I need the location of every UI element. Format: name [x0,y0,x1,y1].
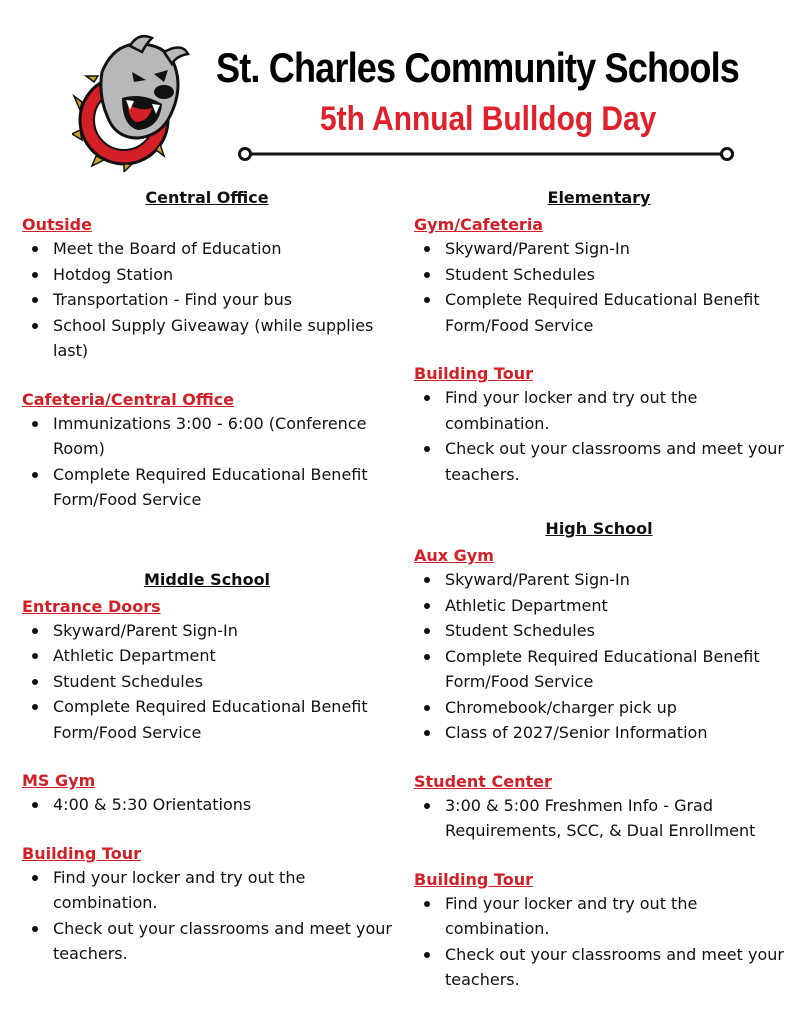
bulldog-mascot-icon [72,32,190,172]
list-item: 4:00 & 5:30 Orientations [53,792,392,818]
list-item: Skyward/Parent Sign-In [445,236,784,262]
central-office-heading: Central Office [145,188,269,207]
list-item: Find your locker and try out the combination. [445,891,784,942]
list-item: Immunizations 3:00 - 6:00 (Conference Room) [53,411,392,462]
list-item: Meet the Board of Education [53,236,392,262]
ms-gym-heading: MS Gym [22,771,96,790]
hs-building-tour-list [414,891,784,993]
gym-cafeteria-list [414,236,784,338]
student-center-list [414,793,784,844]
elem-building-tour-heading: Building Tour [414,364,533,383]
right-column [414,188,784,993]
list-item: Hotdog Station [53,262,392,288]
aux-gym-list [414,567,784,746]
ms-gym-list [22,792,392,818]
list-item: Athletic Department [53,643,392,669]
list-item: Find your locker and try out the combination. [445,385,784,436]
list-item: Athletic Department [445,593,784,619]
list-item: Check out your classrooms and meet your teachers. [53,916,392,967]
list-item: Complete Required Educational Benefit Form/Food Service [53,462,392,513]
student-center-heading: Student Center [414,771,552,791]
left-column [22,188,392,967]
entrance-doors-heading: Entrance Doors [22,596,161,616]
list-item: Student Schedules [445,618,784,644]
list-item: Student Schedules [445,262,784,288]
cafeteria-heading: Cafeteria/Central Office [22,389,235,409]
list-item: Check out your classrooms and meet your teachers. [445,436,784,487]
middle-school-heading: Middle School [143,569,271,589]
gym-cafeteria-heading: Gym/Cafeteria [414,215,544,234]
list-item: Find your locker and try out the combination. [53,865,392,916]
list-item: Student Schedules [53,669,392,695]
list-item: Skyward/Parent Sign-In [445,567,784,593]
high-school-heading: High School [545,519,653,538]
outside-heading: Outside [22,215,92,234]
list-item: Complete Required Educational Benefit Form/Food Service [445,287,784,338]
ms-building-tour-list [22,865,392,967]
list-item: 3:00 & 5:00 Freshmen Info - Grad Requirements, SCC, & Dual Enrollment [445,793,784,844]
elem-building-tour-list [414,385,784,487]
list-item: Class of 2027/Senior Information [445,720,784,746]
page-title: St. Charles Community Schools [216,44,739,91]
title-divider [236,146,736,162]
list-item: Complete Required Educational Benefit Form/Food Service [445,644,784,695]
outside-list [22,236,392,364]
elementary-heading: Elementary [547,188,651,207]
cafeteria-list [22,411,392,513]
aux-gym-heading: Aux Gym [414,546,494,565]
list-item: Transportation - Find your bus [53,287,392,313]
list-item: Complete Required Educational Benefit Form/Food Service [53,694,392,745]
list-item: School Supply Giveaway (while supplies last) [53,313,392,364]
entrance-doors-list [22,618,392,746]
list-item: Check out your classrooms and meet your teachers. [445,942,784,993]
hs-building-tour-heading: Building Tour [414,869,533,889]
list-item: Chromebook/charger pick up [445,695,784,721]
page-subtitle: 5th Annual Bulldog Day [320,100,657,138]
list-item: Skyward/Parent Sign-In [53,618,392,644]
ms-building-tour-heading: Building Tour [22,843,141,863]
page-header [0,0,791,180]
